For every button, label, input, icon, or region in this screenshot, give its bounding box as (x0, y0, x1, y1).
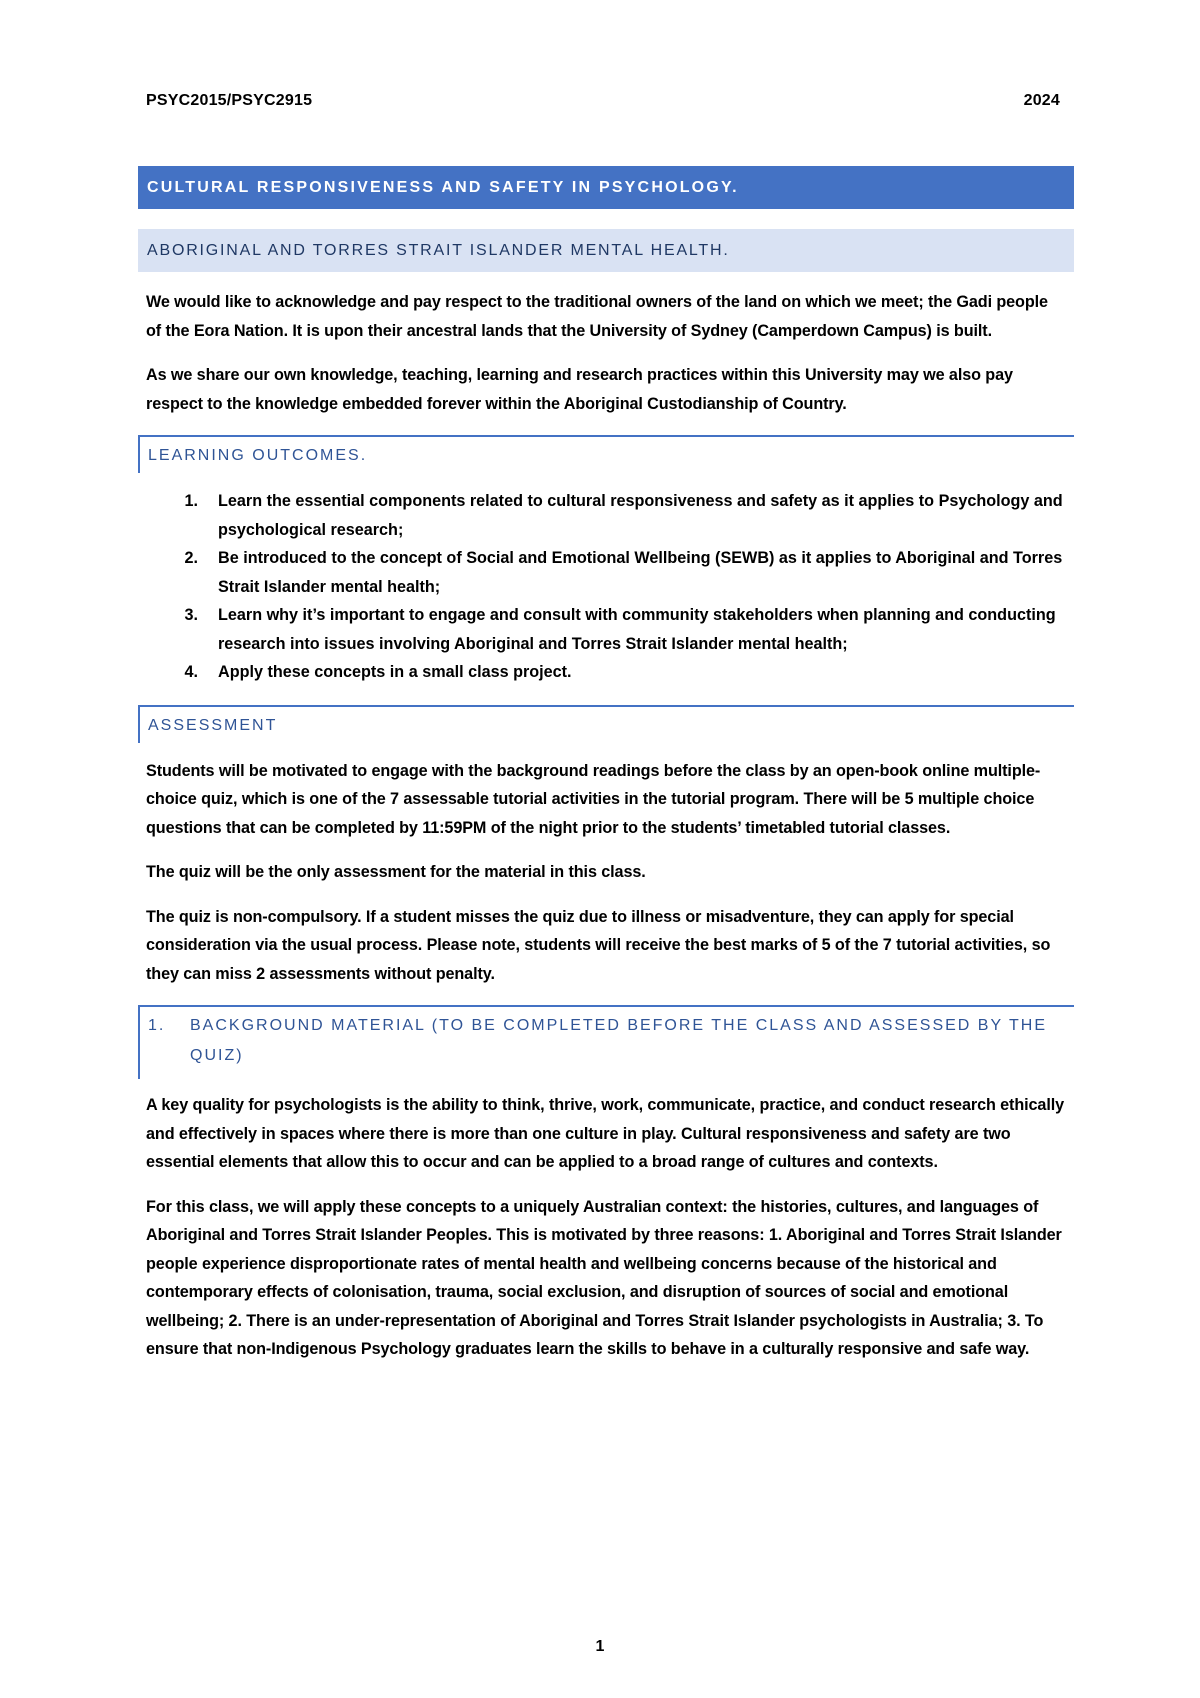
page-header (146, 92, 1060, 110)
course-code: PSYC2015/PSYC2915 (146, 92, 313, 109)
list-item-number: 2. (184, 549, 198, 567)
section-number: 1. (148, 1017, 166, 1034)
learning-outcomes-heading (138, 435, 1074, 473)
document-title-text: CULTURAL RESPONSIVENESS AND SAFETY IN PSYCHOLOGY. (147, 178, 739, 196)
acknowledgement-paragraph-1: We would like to acknowledge and pay respect to the traditional owners of the land on which we meet; the Gadi people of the Eora Nation. It is upon their ancestral lands that the University of Sydney (Camperdown Campus) is built. (146, 293, 1048, 340)
list-item-number: 4. (184, 663, 198, 681)
assessment-heading-text: ASSESSMENT (148, 716, 278, 734)
background-material-heading (138, 1005, 1074, 1079)
page-number: 1 (595, 1638, 605, 1655)
background-paragraph-2: For this class, we will apply these concepts to a uniquely Australian context: the histories, cultures, and languages of Aboriginal and Torres Strait Islander Peoples. This is motivated by three reasons: 1. Aboriginal and Torres Strait Islander people experience disproportionate rates of mental health and wellbeing concerns because of the historical and contemporary effects of colonisation, trauma, social exclusion, and disruption of sources of social and emotional wellbeing; 2. There is an under-representation of Aboriginal and Torres Strait Islander psychologists in Australia; 3. To ensure that non-Indigenous Psychology graduates learn the skills to behave in a culturally responsive and safe way. (146, 1197, 1062, 1358)
document-title (138, 166, 1074, 209)
background-paragraph-1: A key quality for psychologists is the ability to think, thrive, work, communicate, practice, and conduct research ethically and effectively in spaces where there is more than one culture in play. Cultural responsiveness and safety are two essential elements that allow this to occur and can be applied to a broad range of cultures and contexts. (146, 1096, 1065, 1171)
list-item (146, 601, 1066, 658)
list-item-text: Learn the essential components related to cultural responsiveness and safety as it applies to Psychology and psychological research; (218, 492, 1063, 539)
acknowledgement-paragraph-2: As we share our own knowledge, teaching, learning and research practices within this University may we also pay respect to the knowledge embedded forever within the Aboriginal Custodianship of Country. (146, 366, 1013, 413)
list-item-text: Apply these concepts in a small class project. (218, 663, 572, 681)
document-body (146, 166, 1066, 1364)
learning-outcomes-list (146, 487, 1066, 687)
background-material-heading-text: BACKGROUND MATERIAL (TO BE COMPLETED BEFORE THE CLASS AND ASSESSED BY THE QUIZ) (190, 1017, 1047, 1064)
document-subtitle (138, 229, 1074, 272)
list-item (146, 544, 1066, 601)
list-item-text: Be introduced to the concept of Social and Emotional Wellbeing (SEWB) as it applies to Aboriginal and Torres Strait Islander mental health; (218, 549, 1063, 596)
list-item (146, 658, 1066, 687)
learning-outcomes-heading-text: LEARNING OUTCOMES. (148, 447, 368, 464)
header-year: 2024 (1023, 92, 1060, 109)
list-item-number: 3. (184, 606, 198, 624)
document-subtitle-text: ABORIGINAL AND TORRES STRAIT ISLANDER MENTAL HEALTH. (147, 241, 730, 259)
assessment-paragraph-1: Students will be motivated to engage with the background readings before the class by an open-book online multiple-choice quiz, which is one of the 7 assessable tutorial activities in the tutorial program. There will be 5 multiple choice questions that can be completed by 11:59PM of the night prior to the students’ timetabled tutorial classes. (146, 761, 1041, 837)
list-item (146, 487, 1066, 544)
list-item-text: Learn why it’s important to engage and consult with community stakeholders when planning and conducting research into issues involving Aboriginal and Torres Strait Islander mental health; (218, 606, 1056, 653)
assessment-paragraph-3: The quiz is non-compulsory. If a student misses the quiz due to illness or misadventure, they can apply for special consideration via the usual process. Please note, students will receive the best marks of 5 of the 7 tutorial activities, so they can miss 2 assessments without penalty. (146, 907, 1051, 983)
assessment-heading (138, 705, 1074, 743)
assessment-paragraph-2: The quiz will be the only assessment for the material in this class. (146, 863, 646, 881)
list-item-number: 1. (184, 492, 198, 510)
